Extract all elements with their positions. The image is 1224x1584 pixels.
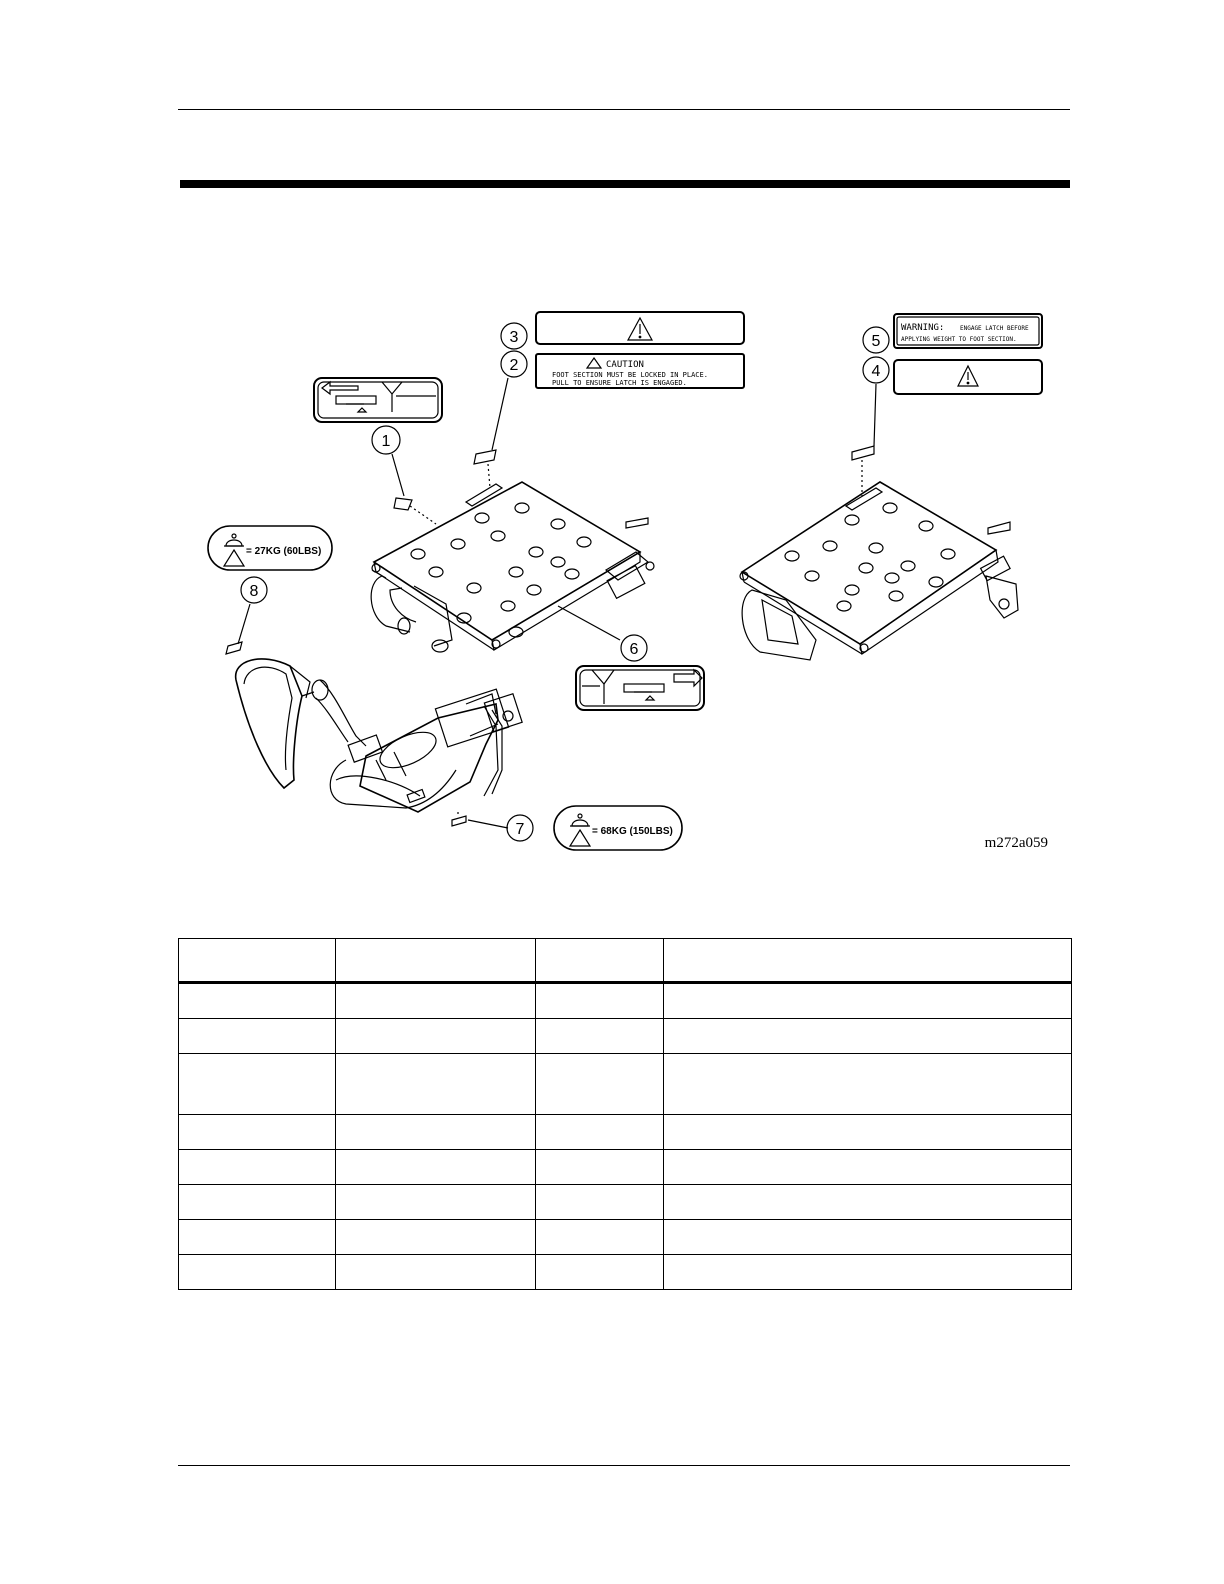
footer-rule — [178, 1465, 1070, 1466]
table-cell — [336, 1220, 536, 1255]
table-row — [179, 1255, 1072, 1290]
label-warning-triangle-4 — [894, 360, 1042, 394]
table-cell — [536, 1054, 664, 1115]
section-title-bar — [180, 180, 1070, 188]
table-row — [179, 1185, 1072, 1220]
leg-holder-assembly — [236, 659, 523, 812]
table-cell — [179, 1054, 336, 1115]
caution-title: CAUTION — [606, 360, 644, 370]
table-cell — [179, 983, 336, 1019]
table-cell — [336, 1255, 536, 1290]
callout-5-number: 5 — [871, 333, 881, 350]
foot-section-left — [371, 482, 654, 652]
table-cell — [664, 1220, 1072, 1255]
table-cell — [179, 1115, 336, 1150]
table-header-cell — [664, 939, 1072, 983]
callout-8 — [226, 577, 267, 654]
table-cell — [664, 1054, 1072, 1115]
figure-id: m272a059 — [984, 835, 1048, 851]
callout-4-number: 4 — [871, 363, 881, 380]
label-warning-triangle-3 — [536, 312, 744, 344]
table-cell — [179, 1150, 336, 1185]
table-cell — [664, 1019, 1072, 1054]
table-cell — [336, 1054, 536, 1115]
table-row — [179, 983, 1072, 1019]
exploded-parts-figure — [196, 300, 1056, 870]
callout-8-number: 8 — [249, 583, 259, 600]
table-header-cell — [336, 939, 536, 983]
table-cell — [536, 1185, 664, 1220]
table-cell — [336, 1150, 536, 1185]
table-cell — [179, 1255, 336, 1290]
warning-line-2: APPLYING WEIGHT TO FOOT SECTION. — [901, 336, 1017, 343]
table-row — [179, 1115, 1072, 1150]
table-cell — [536, 1220, 664, 1255]
callout-2-number: 2 — [509, 357, 519, 374]
table-cell — [179, 1185, 336, 1220]
label-latch-left — [314, 378, 442, 422]
table-header-cell — [179, 939, 336, 983]
load-68kg-text: = 68KG (150LBS) — [592, 826, 673, 837]
table-row — [179, 1220, 1072, 1255]
callout-7-number: 7 — [515, 821, 525, 838]
table-cell — [536, 1150, 664, 1185]
caution-line-2: PULL TO ENSURE LATCH IS ENGAGED. — [552, 379, 687, 387]
figure-drawing — [196, 300, 1056, 870]
callout-4 — [852, 357, 889, 496]
table-cell — [336, 1185, 536, 1220]
table-cell — [664, 983, 1072, 1019]
table-cell — [179, 1220, 336, 1255]
table-cell — [336, 1019, 536, 1054]
callout-2 — [474, 351, 527, 488]
table-header-row — [179, 939, 1072, 983]
table-cell — [336, 983, 536, 1019]
callout-6-number: 6 — [629, 641, 639, 658]
callout-3-number: 3 — [509, 329, 519, 346]
caution-line-1: FOOT SECTION MUST BE LOCKED IN PLACE. — [552, 371, 708, 379]
label-latch-right — [576, 666, 704, 710]
table-row — [179, 1054, 1072, 1115]
warning-line-1: ENGAGE LATCH BEFORE — [960, 325, 1029, 332]
table-cell — [664, 1115, 1072, 1150]
table-cell — [179, 1019, 336, 1054]
foot-section-right — [740, 482, 1018, 660]
load-27kg-text: = 27KG (60LBS) — [246, 546, 322, 557]
table-header-cell — [536, 939, 664, 983]
table-cell — [664, 1185, 1072, 1220]
table-cell — [536, 1115, 664, 1150]
callout-1-number: 1 — [381, 433, 391, 450]
parts-table — [178, 938, 1072, 1290]
table-cell — [664, 1255, 1072, 1290]
table-cell — [664, 1150, 1072, 1185]
table-cell — [336, 1115, 536, 1150]
table-row — [179, 1150, 1072, 1185]
warning-title: WARNING: — [901, 323, 945, 333]
table-row — [179, 1019, 1072, 1054]
table-cell — [536, 983, 664, 1019]
table-cell — [536, 1019, 664, 1054]
header-rule — [178, 109, 1070, 110]
table-cell — [536, 1255, 664, 1290]
